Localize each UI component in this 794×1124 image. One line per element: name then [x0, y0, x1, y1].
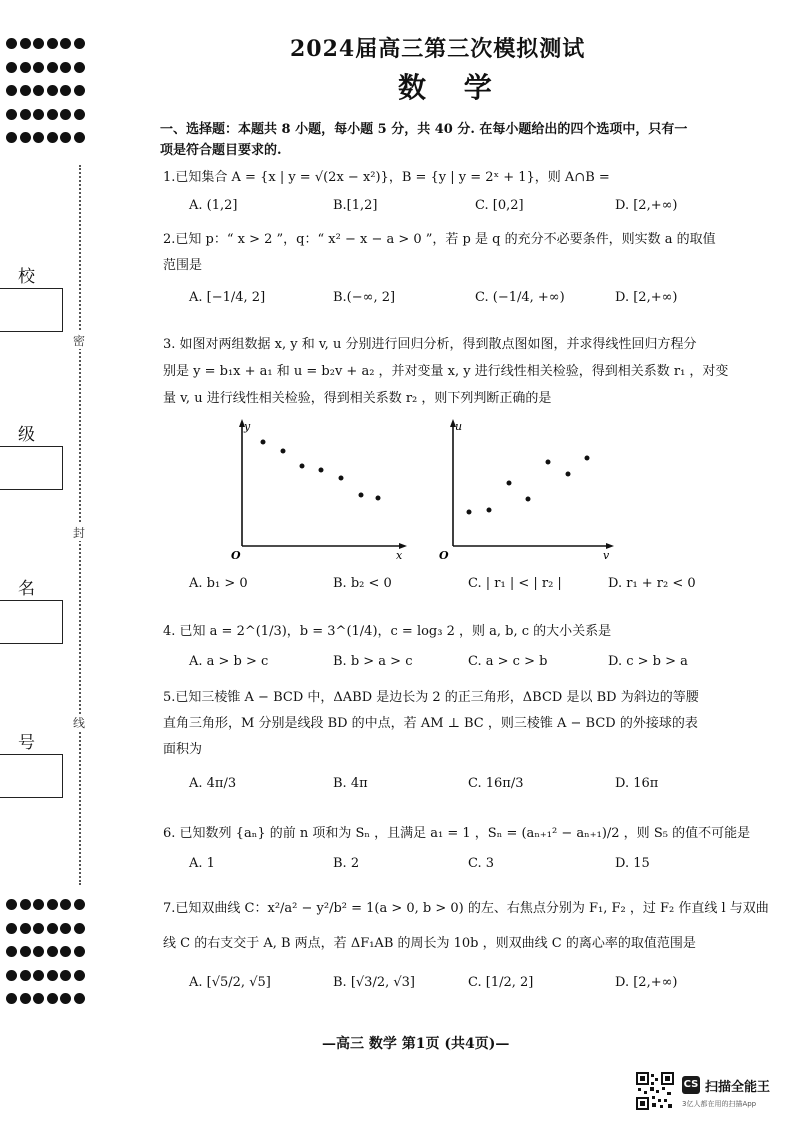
q2-stem-2: 范围是 [163, 258, 203, 273]
q5-stem: 5.已知三棱锥 A − BCD 中，ΔABD 是边长为 2 的正三角形，ΔBCD 是以 BD 为斜边的等腰 [163, 690, 699, 705]
section-heading: 一、选择题：本题共 8 小题，每小题 5 分，共 40 分. 在每小题给出的四个选项中，只有一 [160, 122, 688, 137]
scatter-plot-vu [435, 418, 615, 564]
q7-option-a[interactable]: A. [√5/2, √5] [189, 975, 271, 990]
q1-option-a[interactable]: A. (1,2] [189, 198, 238, 213]
q1-option-d[interactable]: D. [2,+∞) [615, 198, 678, 213]
scatter-point [261, 440, 266, 445]
seal-word-feng: 封 [73, 526, 86, 540]
q4-option-d[interactable]: D. c > b > a [608, 654, 688, 669]
q4-option-b[interactable]: B. b > a > c [333, 654, 413, 669]
left-plot-y-label: y [244, 420, 251, 433]
seal-word-mi: 密 [73, 334, 86, 348]
q3-stem-2: 别是 y = b₁x + a₁ 和 u = b₂v + a₂ ，并对变量 x, y 进行线性相关检验，得到相关系数 r₁ ，对变 [163, 364, 729, 379]
scatter-point [526, 497, 531, 502]
watermark-app-name: 扫描全能王 [705, 1080, 771, 1095]
q2-option-b[interactable]: B.(−∞, 2] [333, 290, 396, 305]
scatter-point [507, 481, 512, 486]
q5-option-a[interactable]: A. 4π/3 [189, 776, 237, 791]
q2-stem: 2.已知 p：“ x > 2 ”，q：“ x² − x − a > 0 ”，若 p 是 q 的充分不必要条件，则实数 a 的取值 [163, 232, 716, 247]
q3-stem: 3. 如图对两组数据 x, y 和 v, u 分别进行回归分析，得到散点图如图，并求得线性回归方程分 [163, 337, 697, 352]
q1-option-c[interactable]: C. [0,2] [475, 198, 524, 213]
q7-option-b[interactable]: B. [√3/2, √3] [333, 975, 415, 990]
q5-option-c[interactable]: C. 16π/3 [468, 776, 524, 791]
q6-option-b[interactable]: B. 2 [333, 856, 360, 871]
q2-option-c[interactable]: C. (−1/4, +∞) [475, 290, 565, 305]
subject-title: 数 学 [398, 71, 506, 104]
q6-stem: 6. 已知数列 {aₙ} 的前 n 项和为 Sₙ ，且满足 a₁ = 1 ，Sₙ = (aₙ₊₁² − aₙ₊₁)/2 ，则 S₅ 的值不可能是 [163, 826, 751, 841]
q5-stem-2: 直角三角形，M 分别是线段 BD 的中点，若 AM ⊥ BC ，则三棱锥 A − BCD 的外接球的表 [163, 716, 698, 731]
hole-punch-dots-top [6, 38, 86, 143]
number-field[interactable] [0, 754, 63, 798]
left-plot-x-label: x [396, 549, 403, 562]
q6-option-d[interactable]: D. 15 [615, 856, 650, 871]
class-field[interactable] [0, 446, 63, 490]
q6-option-a[interactable]: A. 1 [189, 856, 215, 871]
right-plot-y-label: u [455, 420, 463, 433]
left-plot-origin: O [231, 549, 241, 562]
q7-stem: 7.已知双曲线 C：x²/a² − y²/b² = 1(a > 0, b > 0) 的左、右焦点分别为 F₁, F₂ ，过 F₂ 作直线 l 与双曲 [163, 901, 769, 916]
scatter-point [566, 472, 571, 477]
scatter-point [487, 508, 492, 513]
scatter-point [546, 460, 551, 465]
scatter-point [467, 510, 472, 515]
class-label: 级 [18, 425, 35, 445]
scatter-point [281, 449, 286, 454]
q3-option-a[interactable]: A. b₁ > 0 [189, 576, 248, 591]
scatter-point [376, 496, 381, 501]
seal-word-xian: 线 [73, 716, 86, 730]
name-field[interactable] [0, 600, 63, 644]
q6-option-c[interactable]: C. 3 [468, 856, 495, 871]
q1-option-b[interactable]: B.[1,2] [333, 198, 378, 213]
right-plot-origin: O [439, 549, 449, 562]
q3-option-c[interactable]: C. | r₁ | < | r₂ | [468, 576, 562, 591]
q5-option-d[interactable]: D. 16π [615, 776, 659, 791]
right-plot-x-label: v [603, 549, 610, 562]
qr-code-icon [636, 1072, 674, 1110]
camscanner-logo: CS [682, 1076, 700, 1094]
scatter-point [319, 468, 324, 473]
watermark-tagline: 3亿人都在用的扫描App [682, 1100, 757, 1108]
q3-stem-3: 量 v, u 进行线性相关检验，得到相关系数 r₂ ，则下列判断正确的是 [163, 391, 552, 406]
q3-option-d[interactable]: D. r₁ + r₂ < 0 [608, 576, 696, 591]
school-field[interactable] [0, 288, 63, 332]
q3-option-b[interactable]: B. b₂ < 0 [333, 576, 392, 591]
q4-option-c[interactable]: C. a > c > b [468, 654, 548, 669]
hole-punch-dots-bottom [6, 899, 86, 1004]
q5-option-b[interactable]: B. 4π [333, 776, 368, 791]
q7-stem-2: 线 C 的右支交于 A, B 两点，若 ΔF₁AB 的周长为 10b ，则双曲线 C 的离心率的取值范围是 [163, 936, 696, 951]
scatter-plot-xy [228, 418, 408, 564]
section-heading-cont: 项是符合题目要求的. [160, 143, 282, 158]
q2-option-d[interactable]: D. [2,+∞) [615, 290, 678, 305]
q4-option-a[interactable]: A. a > b > c [189, 654, 269, 669]
scatter-point [300, 464, 305, 469]
number-label: 号 [18, 733, 35, 753]
exam-title: 2024届高三第三次模拟测试 [290, 36, 586, 62]
school-label: 校 [18, 267, 35, 287]
q7-option-d[interactable]: D. [2,+∞) [615, 975, 678, 990]
q5-stem-3: 面积为 [163, 742, 203, 757]
scatter-point [359, 493, 364, 498]
q4-stem: 4. 已知 a = 2^(1/3)，b = 3^(1/4)，c = log₃ 2 ，则 a, b, c 的大小关系是 [163, 624, 612, 639]
name-label: 名 [18, 579, 35, 599]
q2-option-a[interactable]: A. [−1/4, 2] [189, 290, 266, 305]
scatter-point [339, 476, 344, 481]
page-footer: —高三 数学 第1页 (共4页)— [322, 1036, 510, 1052]
q7-option-c[interactable]: C. [1/2, 2] [468, 975, 534, 990]
scatter-point [585, 456, 590, 461]
q1-stem: 1.已知集合 A = {x | y = √(2x − x²)}，B = {y | y = 2ˣ + 1}，则 A∩B = [163, 170, 610, 185]
